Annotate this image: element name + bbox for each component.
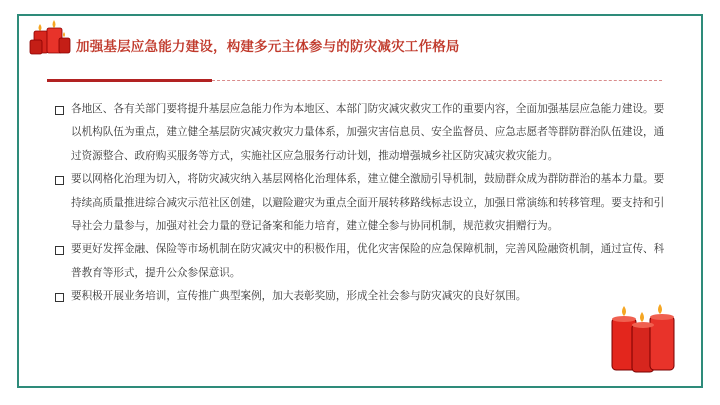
paragraph-1: 各地区、各有关部门要将提升基层应急能力作为本地区、本部门防灾减灾救灾工作的重要内容，全面加强基层应急能力建设。要以机构队伍为重点，建立健全基层防灾减灾救灾力量体系，加强灾害信息员、安全监督员、应急志愿者等群防群治队伍建设，通过资源整合、政府购买服务等方式，实施社区应急服务行动计划，推动增强城乡社区防灾减灾救灾能力。 bbox=[55, 98, 665, 168]
paragraph-3: 要更好发挥金融、保险等市场机制在防灾减灾中的积极作用，优化灾害保险的应急保障机制，完善风险融资机制，通过宣传、科普教育等形式，提升公众参保意识。 bbox=[55, 238, 665, 285]
paragraph-2: 要以网格化治理为切入，将防灾减灾纳入基层网格化治理体系，建立健全激励引导机制，鼓励群众成为群防群治的基本力量。要持续高质量推进综合减灾示范社区创建，以避险避灾为重点全面开展转移路线标志设立，加强日常演练和转移管理。要支持和引导社会力量参与，加强对社会力量的登记备案和能力培育，建立健全参与协同机制，规范救灾捐赠行为。 bbox=[55, 168, 665, 238]
title-underline-accent bbox=[47, 79, 212, 82]
title-underline-dashed bbox=[212, 80, 662, 81]
checkbox-bullet-icon bbox=[55, 106, 64, 115]
checkbox-bullet-icon bbox=[55, 246, 64, 255]
paragraph-4: 要积极开展业务培训，宣传推广典型案例，加大表彰奖励，形成全社会参与防灾减灾的良好氛围。 bbox=[55, 285, 665, 308]
checkbox-bullet-icon bbox=[55, 176, 64, 185]
content-body bbox=[55, 98, 665, 309]
page-title: 加强基层应急能力建设，构建多元主体参与的防灾减灾工作格局 bbox=[76, 39, 460, 55]
checkbox-bullet-icon bbox=[55, 293, 64, 302]
candles-icon bbox=[26, 18, 74, 56]
candles-decoration-icon bbox=[600, 302, 680, 376]
